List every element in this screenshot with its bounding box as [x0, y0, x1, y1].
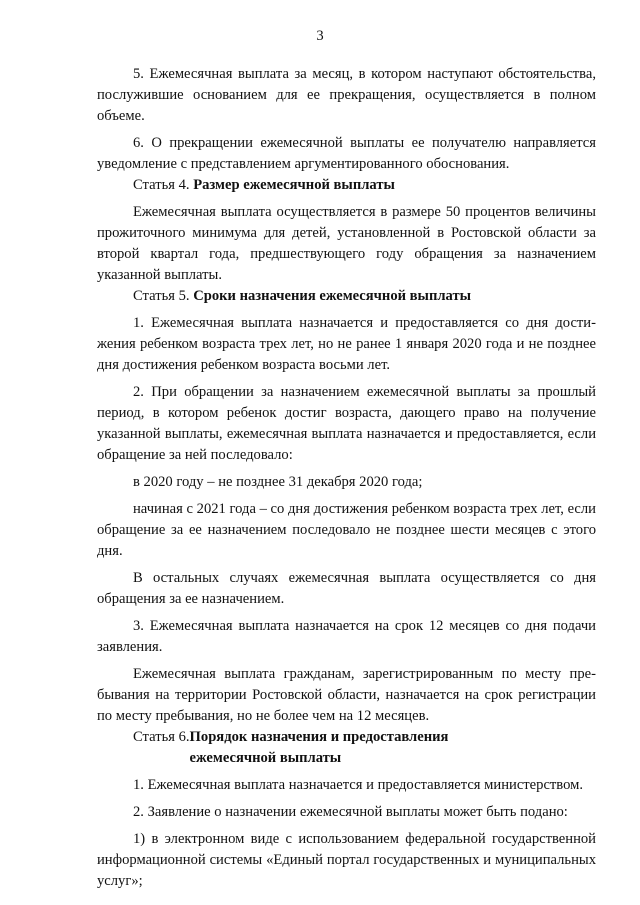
article-6-title-line2: ежемесячной выплаты	[189, 750, 342, 766]
article-5-title: Сроки назначения ежемесячной выплаты	[193, 288, 472, 304]
article-6-label: Статья 6.	[133, 729, 190, 745]
paragraph-art5-item2: 2. При обращении за назначением ежемесячной выплаты за прошлый период, в котором ребенок достиг возраста, дающего право на получение указанной выплаты, ежемесячная выплата назначается и предоставляется, если обращение за ней последовало:	[97, 384, 596, 463]
paragraph-art6-item2-1: 1) в электронном виде с использованием федеральной государственной информационной системы «Единый портал государственных и муниципальных услуг»;	[97, 831, 596, 889]
paragraph-art3-item6: 6. О прекращении ежемесячной выплаты ее получателю направляется уведомление с представлением аргументированного обоснования.	[97, 135, 596, 172]
paragraph-art6-item2: 2. Заявление о назначении ежемесячной выплаты может быть подано:	[133, 804, 568, 820]
article-6-heading	[97, 727, 596, 769]
article-4-title: Размер ежемесячной выплаты	[193, 177, 395, 193]
paragraph-art5-2020: в 2020 году – не позднее 31 декабря 2020 года;	[133, 474, 423, 490]
paragraph-art5-2021: начиная с 2021 года – со дня достижения ребенком возраста трех лет, если обращение за ее назначением последовало не позднее шести месяцев с этого дня.	[97, 501, 596, 559]
paragraph-art5-other: В остальных случаях ежемесячная выплата осуществляется со дня обращения за ее назначением.	[97, 570, 596, 607]
article-6-title	[190, 727, 449, 769]
article-5-heading	[97, 286, 596, 307]
paragraph-art5-item1: 1. Ежемесячная выплата назначается и предоставляется со дня достижения ребенком возраста трех лет, но не ранее 1 января 2020 года и не позднее дня достижения ребенком возраста восьми лет.	[97, 315, 596, 373]
document-body	[97, 64, 596, 892]
paragraph-art3-item5: 5. Ежемесячная выплата за месяц, в котором наступают обстоятельства, послужившие основанием для ее прекращения, осуществляется в полном объеме.	[97, 66, 596, 124]
paragraph-art4: Ежемесячная выплата осуществляется в размере 50 процентов величины прожиточного минимума для детей, установленной в Ростовской области за второй квартал года, предшествующего году обращения за назначением указанной выплаты.	[97, 204, 596, 283]
article-4-heading	[97, 175, 596, 196]
article-6-title-line1: Порядок назначения и предоставления	[189, 729, 449, 745]
article-5-label: Статья 5.	[133, 288, 194, 304]
paragraph-art5-residence: Ежемесячная выплата гражданам, зарегистрированным по месту пребывания на территории Ростовской области, назначается на срок регистрации по месту пребывания, но не более чем на 12 месяцев.	[97, 666, 596, 724]
paragraph-art5-item3: 3. Ежемесячная выплата назначается на срок 12 месяцев со дня подачи заявления.	[97, 618, 596, 655]
article-4-label: Статья 4.	[133, 177, 194, 193]
paragraph-art6-item1: 1. Ежемесячная выплата назначается и предоставляется министерством.	[133, 777, 583, 793]
page-number: 3	[316, 28, 324, 44]
